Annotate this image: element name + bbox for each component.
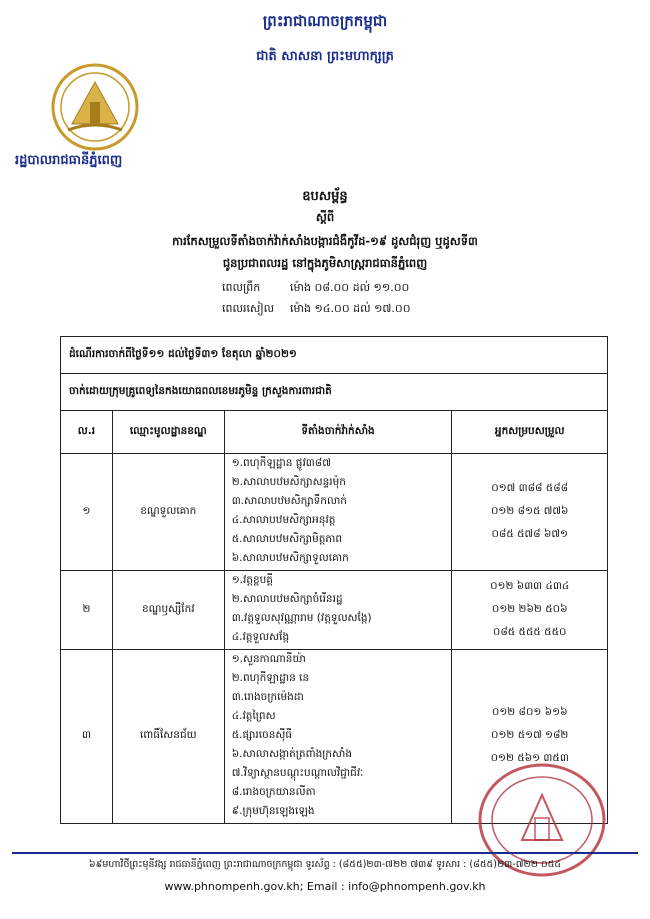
footer-website: www.phnompenh.gov.kh; Email : info@phnompenh.gov.kh: [164, 880, 486, 893]
list-item: ៧.វិទ្យាស្ថានបណ្តុះបណ្តាលវិជ្ជាជីវៈ: [231, 767, 364, 779]
phone-number: ០១២ ៨១៥ ៧៧៦: [490, 504, 569, 517]
header-district: ឈ្មោះមូលដ្ឋានខណ្ឌ: [112, 411, 224, 454]
row-number: ២: [61, 571, 113, 650]
document-type: ឧបសម្ព័ន្ធ: [302, 189, 348, 204]
list-item: ៨.រោងចក្រយានលីតា: [231, 786, 316, 798]
district-name: ខណ្ឌទួលគោក: [112, 454, 224, 571]
phone-number: ០១២ ៥១៧ ១៨២: [491, 729, 569, 741]
coordinator-phones: [452, 454, 608, 571]
phone-number: ០១២ ២៦២ ៥០៦: [491, 602, 568, 615]
list-item: ៦.សាលាបឋមសិក្សាទួលគោក: [231, 552, 349, 564]
morning-time: ម៉ោង ០៨.០០ ដល់ ១១.០០: [290, 281, 410, 294]
list-item: ៣.វត្តទួលសុវណ្ណារាម (វត្តទួលសង្កែ): [231, 612, 372, 624]
morning-label: ពេលព្រឹក: [222, 281, 261, 294]
coordinator-phones: [452, 571, 608, 650]
list-item: ៩.ក្រុមហ៊ុនឡេងឡេង: [231, 805, 315, 817]
list-item: ២.ពហុកីឡាដ្ឋាន នេ: [231, 672, 310, 684]
vaccination-sites-table: [60, 336, 608, 824]
list-item: ៥.ផ្សារចេនស៊ីធី: [231, 729, 293, 741]
list-item: ១.សួនកាណានីយ៉ា: [231, 653, 306, 665]
list-item: ៦.សាលាសង្កាត់ត្រពាំងក្រសាំង: [231, 748, 353, 760]
afternoon-time: ម៉ោង ១៤.០០ ដល់ ១៧.០០: [290, 302, 411, 315]
list-item: ១.វត្តខ្ពបគ្គី: [231, 574, 273, 586]
list-item: ៤.សាលាបឋមសិក្សាអនុវត្ត: [231, 514, 336, 526]
list-item: ៣.រោងចក្រម៉េងដា: [231, 691, 304, 703]
header-no: ល.រ: [61, 411, 113, 454]
header-sites: ទីតាំងចាក់វ៉ាក់សាំង: [224, 411, 452, 454]
organizer-row: ចាក់ដោយក្រុមគ្រូពេទ្យនៃកងយោធពលខេមរភូមិន្ទ ក្រសួងការពារជាតិ: [61, 374, 608, 411]
phone-number: ០១២ ៥៦១ ៣៥៣: [490, 752, 569, 764]
site-list: [224, 454, 452, 571]
phone-number: ០១២ ៨០១ ៦១៦: [491, 706, 568, 718]
afternoon-label: ពេលរសៀល: [222, 302, 275, 315]
kingdom-title: ព្រះរាជាណាចក្រកម្ពុជា: [262, 12, 388, 30]
list-item: ៤.វត្តទួលសង្កែ: [231, 631, 290, 643]
notice-line1: ការកែសម្រួលទីតាំងចាក់វ៉ាក់សាំងបង្ការជំងឺកូវីដ-១៩ ដូសជំរុញ ឬដូសទី៣: [172, 234, 478, 248]
footer-address: ៦៩មហាវិថីព្រះមុនីវង្ស រាជធានីភ្នំពេញ ព្រះរាជាណាចក្រកម្ពុជា ទូរស័ព្ទ : (៨៥៥)២៣-៧២២ ៧៣៩ ទូរសារ : (៨៥៥)២៣-៧២២ ០៥៤: [88, 859, 562, 870]
footer-divider: [12, 852, 638, 854]
phone-number: ០១២ ៦៣៣ ៤៣៤: [490, 579, 570, 592]
list-item: ១.ពហុកីឡដ្ឋាន ផ្លូវ៣៨៧: [231, 457, 331, 469]
national-motto: ជាតិ សាសនា ព្រះមហាក្សត្រ: [256, 49, 394, 64]
phone-number: ០១៧ ៣៨៨ ៥៨៨: [491, 481, 569, 494]
list-item: ៤.វត្តព្រៃស: [231, 710, 276, 722]
list-item: ២.សាលាបឋមសិក្សាសន្ទរម៉ុក: [231, 476, 346, 488]
city-emblem-icon: [50, 62, 140, 152]
header-coordinator: អ្នកសម្របសម្រួល: [452, 411, 608, 454]
list-item: ៥.សាលាបឋមសិក្សាមិត្តភាព: [231, 533, 343, 545]
phone-number: ០៨៥ ៥៥៥ ៥៥០: [492, 625, 567, 638]
agency-name: រដ្ឋបាលរាជធានីភ្នំពេញ: [15, 153, 123, 168]
list-item: ៣.សាលាបឋមសិក្សាទឹកលាក់: [231, 495, 347, 507]
notice-line2: ជូនប្រជាពលរដ្ឋ នៅក្នុងភូមិសាស្ត្ររាជធានីភ្នំពេញ: [222, 256, 428, 270]
period-row: ដំណើរការចាក់ពីថ្ងៃទី១១ ដល់ថ្ងៃទី៣១ ខែតុលា ឆ្នាំ២០២១: [61, 337, 608, 374]
list-item: ២.សាលាបឋមសិក្សាចំរើនរដ្ឋ: [231, 593, 343, 605]
phone-number: ០៨៥ ៥៧៨ ៦៧១: [491, 527, 568, 540]
table-row: [61, 571, 608, 650]
district-name: ពោធិ៍សែនជ័យ: [112, 650, 224, 824]
about-label: ស្តីពី: [315, 210, 335, 224]
row-number: ១: [61, 454, 113, 571]
site-list: [224, 650, 452, 824]
row-number: ៣: [61, 650, 113, 824]
district-name: ខណ្ឌឫស្សីកែវ: [112, 571, 224, 650]
table-row: [61, 454, 608, 571]
site-list: [224, 571, 452, 650]
